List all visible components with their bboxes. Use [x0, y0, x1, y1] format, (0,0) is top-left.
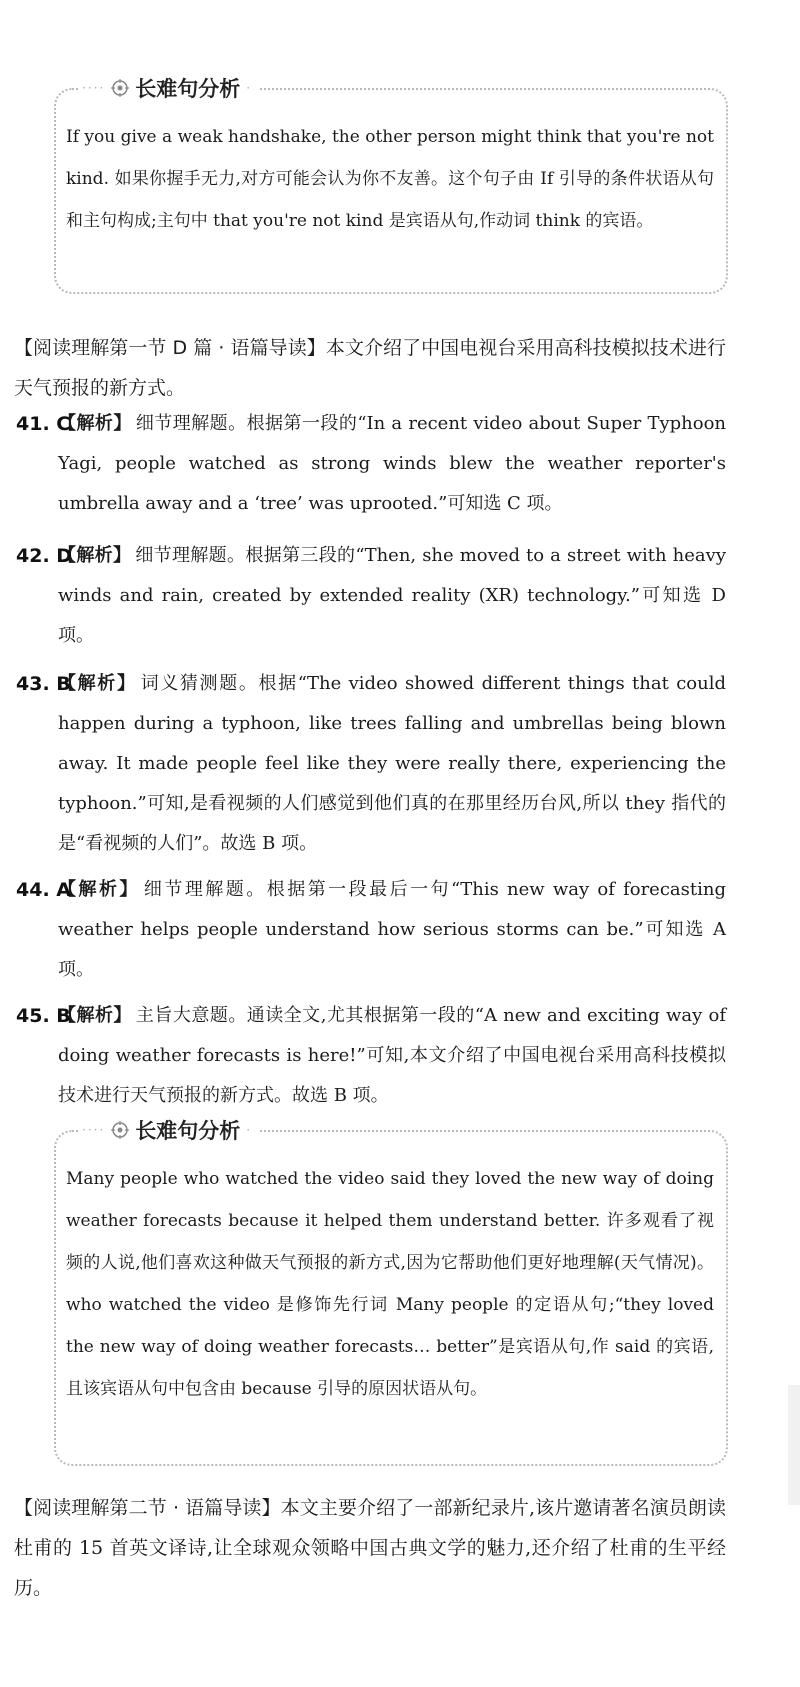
box-header: ···· 长难句分析 · — [78, 74, 258, 102]
box-title: 长难句分析 — [135, 77, 241, 101]
answer-text: 细节理解题。根据第三段的“Then, she moved to a street with heavy winds and rain, created by extended reality (XR) technology.”可知选 D 项。 — [58, 545, 726, 646]
box-title: 长难句分析 — [135, 1119, 241, 1143]
answer-number: 45. B — [16, 1005, 71, 1027]
circle-dot-icon — [111, 1121, 129, 1139]
answer-number: 41. C — [16, 413, 71, 435]
analysis-tag: 【解析】 — [58, 413, 132, 434]
answer-text: 主旨大意题。通读全文,尤其根据第一段的“A new and exciting way of doing weather forecasts is here!”可知,本文介绍了中国电视台采用高科技模拟技术进行天气预报的新方式。故选 B 项。 — [58, 1005, 726, 1106]
answer-45 — [16, 996, 726, 1116]
long-sentence-box-2 — [54, 1119, 728, 1466]
section1-lead: 【阅读理解第一节 D 篇 · 语篇导读】 — [14, 337, 326, 359]
box-text: Many people who watched the video said they loved the new way of doing weather forecasts because it helped them understand better. 许多观看了视频的人说,他们喜欢这种做天气预报的新方式,因为它帮助他们更好地理解(天气情况)。who watched the video 是修饰先行词 Many people 的定语从句;“they loved the new way of doing weather forecasts… better”是宾语从句,作 said 的宾语,且该宾语从句中包含由 because 引导的原因状语从句。 — [66, 1169, 714, 1399]
analysis-tag: 【解析】 — [58, 545, 132, 566]
answer-text: 词义猜测题。根据“The video showed different things that could happen during a typhoon, like trees falling and umbrellas being blown away. It made people feel like they were really there, experiencing the typhoon.”可知,是看视频的人们感觉到他们真的在那里经历台风,所以 they 指代的是“看视频的人们”。故选 B 项。 — [58, 673, 727, 854]
analysis-tag: 【解析】 — [58, 673, 137, 694]
answer-number: 43. B — [16, 673, 71, 695]
answer-41 — [16, 404, 726, 524]
box-text: If you give a weak handshake, the other person might think that you're not kind. 如果你握手无力,对方可能会认为你不友善。这个句子由 If 引导的条件状语从句和主句构成;主句中 that you're not kind 是宾语从句,作动词 think 的宾语。 — [66, 127, 714, 231]
section2-lead: 【阅读理解第二节 · 语篇导读】 — [14, 1497, 281, 1519]
page-edge-mark — [788, 1385, 800, 1505]
analysis-tag: 【解析】 — [58, 879, 140, 900]
answer-42 — [16, 536, 726, 656]
analysis-tag: 【解析】 — [58, 1005, 132, 1026]
section2-intro — [14, 1488, 726, 1608]
answer-43 — [16, 664, 726, 864]
section1-intro — [14, 328, 726, 408]
long-sentence-box-1 — [54, 77, 728, 294]
section1-text: 本文介绍了中国电视台采用高科技模拟技术进行天气预报的新方式。 — [14, 337, 726, 399]
box-header: ···· 长难句分析 · — [78, 1116, 258, 1144]
section2-text: 本文主要介绍了一部新纪录片,该片邀请著名演员朗读杜甫的 15 首英文译诗,让全球观众领略中国古典文学的魅力,还介绍了杜甫的生平经历。 — [14, 1497, 726, 1599]
answer-number: 44. A — [16, 879, 71, 901]
answer-44 — [16, 870, 726, 990]
circle-dot-icon — [111, 79, 129, 97]
answer-text: 细节理解题。根据第一段最后一句“This new way of forecasting weather helps people understand how serious storms can be.”可知选 A 项。 — [58, 879, 726, 980]
answer-text: 细节理解题。根据第一段的“In a recent video about Super Typhoon Yagi, people watched as strong winds blew the weather reporter's umbrella away and a ‘tree’ was uprooted.”可知选 C 项。 — [58, 413, 726, 514]
answer-number: 42. D — [16, 545, 73, 567]
